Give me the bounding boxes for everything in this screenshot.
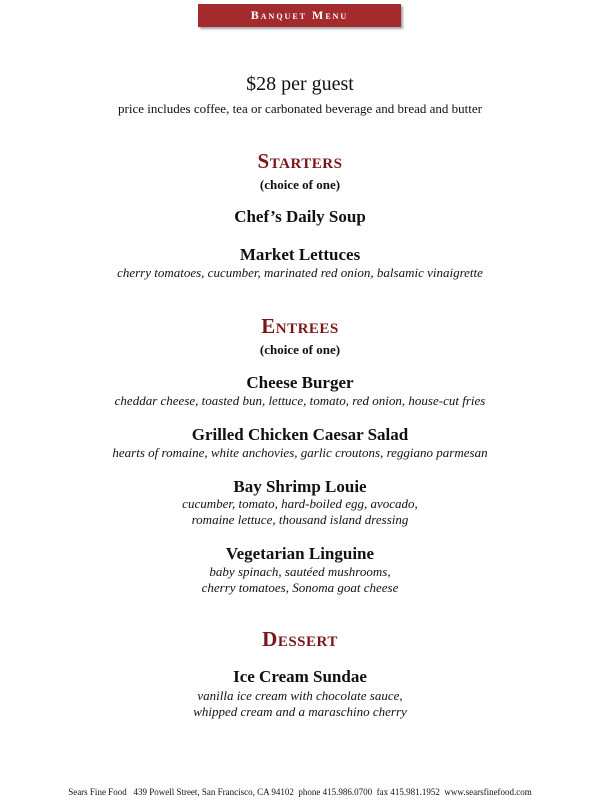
menu-item-desc: cherry tomatoes, Sonoma goat cheese [201, 580, 399, 595]
menu-item-name: Vegetarian Linguine [225, 544, 375, 563]
menu-item-desc: cherry tomatoes, cucumber, marinated red onion, balsamic vinaigrette [117, 265, 483, 280]
section-title-entrees: Entrees [261, 314, 339, 338]
banner [198, 4, 401, 27]
menu-item-desc: romaine lettuce, thousand island dressing [191, 512, 409, 527]
price: $28 per guest [246, 73, 354, 95]
starters-choice: (choice of one) [259, 177, 341, 192]
banner-title: Banquet Menu [250, 8, 349, 22]
section-title-starters: Starters [257, 149, 343, 173]
menu-item-desc: baby spinach, sautéed mushrooms, [209, 564, 391, 579]
entrees-choice: (choice of one) [259, 342, 341, 357]
menu-item-name: Cheese Burger [246, 373, 354, 392]
menu-item-name: Ice Cream Sundae [233, 667, 367, 686]
price-note: price includes coffee, tea or carbonated beverage and bread and butter [118, 101, 482, 116]
section-title-dessert: Dessert [262, 627, 338, 651]
menu-item-name: Market Lettuces [239, 245, 361, 264]
menu-item-desc: cheddar cheese, toasted bun, lettuce, tomato, red onion, house-cut fries [114, 393, 486, 408]
menu-item-desc: cucumber, tomato, hard-boiled egg, avocado, [182, 496, 418, 511]
menu-item-desc: whipped cream and a maraschino cherry [193, 704, 407, 719]
menu-item-desc: vanilla ice cream with chocolate sauce, [197, 688, 403, 703]
menu-item-name: Grilled Chicken Caesar Salad [191, 425, 409, 444]
menu-item-desc: hearts of romaine, white anchovies, garlic croutons, reggiano parmesan [112, 445, 488, 460]
menu-item-name: Chef’s Daily Soup [234, 207, 366, 226]
footer-contact: Sears Fine Food 439 Powell Street, San Francisco, CA 94102 phone 415.986.0700 fax 415.981.1952 www.searsfinefood.com [68, 787, 532, 797]
menu-item-name: Bay Shrimp Louie [233, 477, 367, 496]
